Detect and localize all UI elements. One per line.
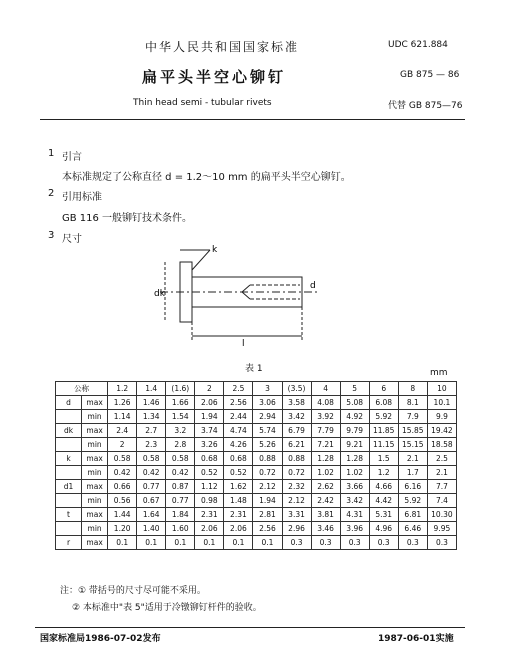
section-2-heading: 引用标准 — [62, 192, 102, 203]
table-cell: 5.08 — [340, 396, 369, 410]
table-cell: 5.74 — [253, 424, 282, 438]
table-cell: 4.31 — [340, 508, 369, 522]
table-cell: 0.3 — [369, 536, 398, 550]
table-cell: 4.96 — [369, 522, 398, 536]
table-cell: 1.40 — [137, 522, 166, 536]
table-cell: 4.92 — [340, 410, 369, 424]
table-cell: 6.46 — [398, 522, 427, 536]
table-cell: 1.5 — [369, 452, 398, 466]
table-cell: 2.12 — [282, 494, 311, 508]
table-cell: 2.56 — [224, 396, 253, 410]
table-cell: 0.3 — [427, 536, 456, 550]
table-cell: 2.7 — [137, 424, 166, 438]
table-row — [56, 466, 457, 480]
section-2-num: 2 — [48, 188, 55, 199]
page-title: 扁平头半空心铆钉 — [142, 68, 287, 86]
table-cell: 7.21 — [311, 438, 340, 452]
table-cell: 0.88 — [282, 452, 311, 466]
table-cell: 11.85 — [369, 424, 398, 438]
table-cell: 6.16 — [398, 480, 427, 494]
table-row — [56, 536, 457, 550]
replaces-code: 代替 GB 875—76 — [388, 101, 463, 111]
table-cell: 2.1 — [427, 466, 456, 480]
table-cell: 2.42 — [311, 494, 340, 508]
note-1: 注：① 带括号的尺寸尽可能不采用。 — [60, 586, 206, 596]
table-cell: 1.2 — [369, 466, 398, 480]
table-cell: 9.9 — [427, 410, 456, 424]
table-cell: 2.4 — [108, 424, 137, 438]
standard-code: GB 875 — 86 — [400, 70, 460, 80]
table-cell: 0.56 — [108, 494, 137, 508]
table-header-cell: 2.5 — [224, 382, 253, 396]
table-header-cell: 6 — [369, 382, 398, 396]
table-row-limit: min — [82, 410, 108, 424]
table-row-symbol — [56, 494, 82, 508]
table-cell: 0.58 — [137, 452, 166, 466]
diagram-label-d: d — [310, 281, 316, 291]
table-cell: 1.94 — [253, 494, 282, 508]
table-cell: 6.21 — [282, 438, 311, 452]
table-cell: 6.08 — [369, 396, 398, 410]
table-cell: 2.62 — [311, 480, 340, 494]
table-cell: 1.28 — [311, 452, 340, 466]
table-row-limit: min — [82, 438, 108, 452]
table-row-symbol — [56, 438, 82, 452]
table-caption: 表 1 — [245, 364, 263, 374]
table-cell: 1.26 — [108, 396, 137, 410]
table-row-limit: max — [82, 424, 108, 438]
table-cell: 4.66 — [369, 480, 398, 494]
table-cell: 0.3 — [398, 536, 427, 550]
table-cell: 0.77 — [137, 480, 166, 494]
table-row — [56, 410, 457, 424]
table-cell: 3.58 — [282, 396, 311, 410]
table-cell: 0.68 — [224, 452, 253, 466]
table-cell: 2.44 — [224, 410, 253, 424]
table-cell: 0.52 — [224, 466, 253, 480]
table-cell: 0.1 — [253, 536, 282, 550]
section-1-heading: 引言 — [62, 152, 82, 163]
table-cell: 1.64 — [137, 508, 166, 522]
footer-rule — [35, 627, 465, 628]
table-cell: 2.5 — [427, 452, 456, 466]
table-row-limit: min — [82, 522, 108, 536]
table-cell: 0.58 — [166, 452, 195, 466]
section-1-body: 本标准规定了公称直径 d = 1.2～10 mm 的扁平头半空心铆钉。 — [62, 172, 351, 183]
diagram-label-k: k — [212, 245, 218, 255]
table-cell: 0.42 — [108, 466, 137, 480]
table-header-cell: 3 — [253, 382, 282, 396]
table-header-cell: 8 — [398, 382, 427, 396]
table-cell: 2.1 — [398, 452, 427, 466]
table-row-limit: max — [82, 508, 108, 522]
table-row — [56, 480, 457, 494]
section-3-heading: 尺寸 — [62, 234, 82, 245]
diagram-label-dk: dk — [154, 289, 165, 299]
table-cell: 0.42 — [137, 466, 166, 480]
table-cell: 3.31 — [282, 508, 311, 522]
table-cell: 3.74 — [195, 424, 224, 438]
table-header-cell: 5 — [340, 382, 369, 396]
table-cell: 4.42 — [369, 494, 398, 508]
table-cell: 2.06 — [195, 522, 224, 536]
table-cell: 1.84 — [166, 508, 195, 522]
table-cell: 3.96 — [340, 522, 369, 536]
table-cell: 9.21 — [340, 438, 369, 452]
table-cell: 9.95 — [427, 522, 456, 536]
table-cell: 3.42 — [340, 494, 369, 508]
table-cell: 3.26 — [195, 438, 224, 452]
table-cell: 0.42 — [166, 466, 195, 480]
table-header-cell: 4 — [311, 382, 340, 396]
table-cell: 0.52 — [195, 466, 224, 480]
table-row-symbol — [56, 522, 82, 536]
table-cell: 0.87 — [166, 480, 195, 494]
table-cell: 0.3 — [340, 536, 369, 550]
effective-date: 1987-06-01实施 — [378, 634, 454, 644]
table-row — [56, 452, 457, 466]
table-row-symbol: r — [56, 536, 82, 550]
table-cell: 4.74 — [224, 424, 253, 438]
table-cell: 0.1 — [224, 536, 253, 550]
table-cell: 1.54 — [166, 410, 195, 424]
table-cell: 5.26 — [253, 438, 282, 452]
table-cell: 0.3 — [282, 536, 311, 550]
table-cell: 3.46 — [311, 522, 340, 536]
table-row-symbol: t — [56, 508, 82, 522]
table-cell: 0.1 — [137, 536, 166, 550]
table-row-limit: max — [82, 396, 108, 410]
table-row-limit: max — [82, 480, 108, 494]
table-cell: 2.56 — [253, 522, 282, 536]
diagram-label-l: l — [242, 339, 245, 349]
table-cell: 5.92 — [369, 410, 398, 424]
table-row-symbol: d — [56, 396, 82, 410]
table-cell: 2.8 — [166, 438, 195, 452]
table-unit: mm — [430, 368, 448, 378]
table-cell: 5.92 — [398, 494, 427, 508]
table-header-cell: 1.4 — [137, 382, 166, 396]
table-cell: 0.1 — [166, 536, 195, 550]
table-cell: 3.81 — [311, 508, 340, 522]
table-cell: 3.66 — [340, 480, 369, 494]
table-cell: 7.79 — [311, 424, 340, 438]
table-row — [56, 522, 457, 536]
table-cell: 1.66 — [166, 396, 195, 410]
table-cell: 1.44 — [108, 508, 137, 522]
table-cell: 9.79 — [340, 424, 369, 438]
table-row-symbol — [56, 410, 82, 424]
table-row — [56, 424, 457, 438]
table-header-cell: (1.6) — [166, 382, 195, 396]
table-cell: 1.46 — [137, 396, 166, 410]
table-cell: 10.30 — [427, 508, 456, 522]
table-cell: 2 — [108, 438, 137, 452]
table-cell: 1.12 — [195, 480, 224, 494]
table-cell: 3.42 — [282, 410, 311, 424]
table-cell: 7.9 — [398, 410, 427, 424]
table-cell: 1.34 — [137, 410, 166, 424]
header-rule — [40, 119, 465, 120]
table-row-symbol: dk — [56, 424, 82, 438]
table-row-symbol: k — [56, 452, 82, 466]
issued-date: 国家标准局1986-07-02发布 — [40, 634, 161, 644]
table-cell: 1.14 — [108, 410, 137, 424]
table-cell: 3.06 — [253, 396, 282, 410]
section-2-body: GB 116 一般铆钉技术条件。 — [62, 213, 193, 224]
section-1-num: 1 — [48, 148, 55, 159]
table-cell: 2.96 — [282, 522, 311, 536]
table-cell: 2.81 — [253, 508, 282, 522]
table-cell: 0.72 — [282, 466, 311, 480]
table-row-limit: min — [82, 494, 108, 508]
table-row-limit: max — [82, 536, 108, 550]
table-cell: 1.62 — [224, 480, 253, 494]
table-cell: 15.85 — [398, 424, 427, 438]
table-header-cell: 公称 — [56, 382, 108, 396]
table-cell: 0.88 — [253, 452, 282, 466]
org-name: 中华人民共和国国家标准 — [145, 40, 300, 54]
table-cell: 0.68 — [195, 452, 224, 466]
table-cell: 2.31 — [224, 508, 253, 522]
table-cell: 2.3 — [137, 438, 166, 452]
table-cell: 8.1 — [398, 396, 427, 410]
table-cell: 0.67 — [137, 494, 166, 508]
table-header-cell: 10 — [427, 382, 456, 396]
table-cell: 0.58 — [108, 452, 137, 466]
table-row-symbol — [56, 466, 82, 480]
table-cell: 18.58 — [427, 438, 456, 452]
table-cell: 1.48 — [224, 494, 253, 508]
table-cell: 0.1 — [108, 536, 137, 550]
table-cell: 6.81 — [398, 508, 427, 522]
table-cell: 6.79 — [282, 424, 311, 438]
rivet-diagram — [150, 240, 330, 350]
table-cell: 1.02 — [340, 466, 369, 480]
table-cell: 1.20 — [108, 522, 137, 536]
table-cell: 0.72 — [253, 466, 282, 480]
table-row — [56, 438, 457, 452]
table-row — [56, 508, 457, 522]
table-cell: 1.7 — [398, 466, 427, 480]
dimensions-table — [55, 381, 457, 550]
table-row — [56, 396, 457, 410]
table-row-symbol: d1 — [56, 480, 82, 494]
section-3-num: 3 — [48, 230, 55, 241]
table-cell: 1.60 — [166, 522, 195, 536]
table-cell: 0.77 — [166, 494, 195, 508]
table-row-limit: min — [82, 466, 108, 480]
table-cell: 4.26 — [224, 438, 253, 452]
udc-code: UDC 621.884 — [388, 40, 448, 50]
table-cell: 0.66 — [108, 480, 137, 494]
table-header-row — [56, 382, 457, 396]
table-cell: 5.31 — [369, 508, 398, 522]
table-cell: 19.42 — [427, 424, 456, 438]
table-row — [56, 494, 457, 508]
table-cell: 3.2 — [166, 424, 195, 438]
table-cell: 11.15 — [369, 438, 398, 452]
table-header-cell: 2 — [195, 382, 224, 396]
table-cell: 4.08 — [311, 396, 340, 410]
table-cell: 2.06 — [224, 522, 253, 536]
table-cell: 15.15 — [398, 438, 427, 452]
table-cell: 2.06 — [195, 396, 224, 410]
page-subtitle: Thin head semi - tubular rivets — [133, 98, 272, 108]
table-cell: 2.94 — [253, 410, 282, 424]
table-cell: 2.12 — [253, 480, 282, 494]
table-cell: 1.94 — [195, 410, 224, 424]
table-cell: 0.1 — [195, 536, 224, 550]
table-header-cell: (3.5) — [282, 382, 311, 396]
table-cell: 1.28 — [340, 452, 369, 466]
table-cell: 0.98 — [195, 494, 224, 508]
table-cell: 3.92 — [311, 410, 340, 424]
table-cell: 7.7 — [427, 480, 456, 494]
table-cell: 2.31 — [195, 508, 224, 522]
table-cell: 2.32 — [282, 480, 311, 494]
note-2: ② 本标准中"表 5"适用于冷镦铆钉杆件的验收。 — [72, 603, 262, 613]
table-cell: 10.1 — [427, 396, 456, 410]
table-cell: 7.4 — [427, 494, 456, 508]
table-header-cell: 1.2 — [108, 382, 137, 396]
table-cell: 0.3 — [311, 536, 340, 550]
table-cell: 1.02 — [311, 466, 340, 480]
table-row-limit: max — [82, 452, 108, 466]
